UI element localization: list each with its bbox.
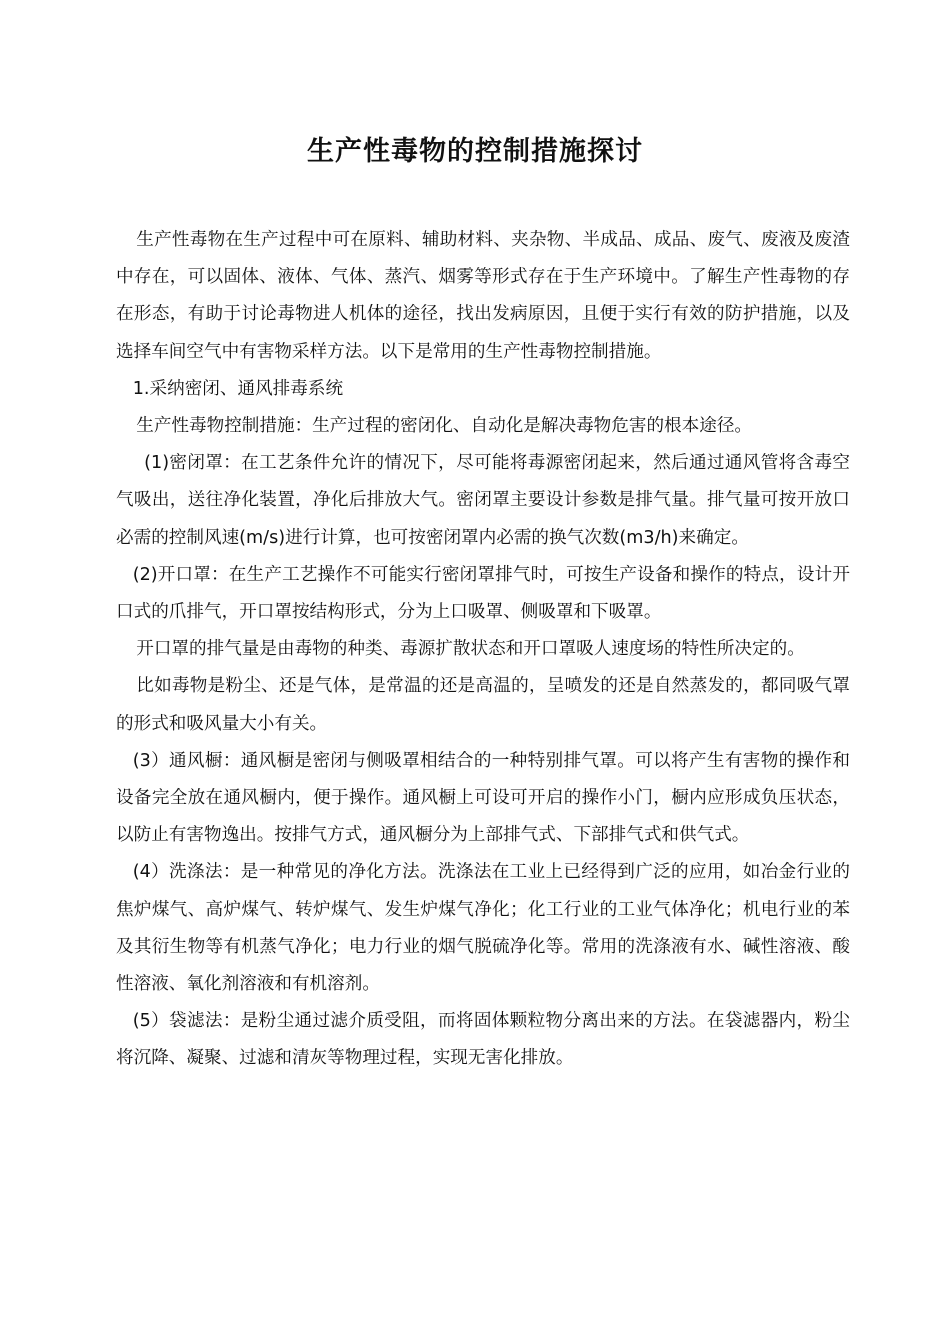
paragraph-washing-method: (4）洗涤法：是一种常见的净化方法。洗涤法在工业上已经得到广泛的应用，如冶金行业的焦炉煤气、高炉煤气、转炉煤气、发生炉煤气净化；化工行业的工业气体净化；机电行业的苯及其衍生物等有机蒸气净化；电力行业的烟气脱硫净化等。常用的洗涤液有水、碱性溶液、酸性溶液、氧化剂溶液和有机溶剂。 — [116, 862, 850, 995]
paragraph-fume-hood: (3）通风橱：通风橱是密闭与侧吸罩相结合的一种特别排气罩。可以将产生有害物的操作和设备完全放在通风橱内，便于操作。通风橱上可设可开启的操作小门，橱内应形成负压状态，以防止有害物逸出。按排气方式，通风橱分为上部排气式、下部排气式和供气式。 — [116, 750, 850, 846]
paragraph-intro: 生产性毒物在生产过程中可在原料、辅助材料、夹杂物、半成品、成品、废气、废液及废渣中存在，可以固体、液体、气体、蒸汽、烟雾等形式存在于生产环境中。了解生产性毒物的存在形态，有助于讨论毒物进人机体的途径，找出发病原因，且便于实行有效的防护措施，以及选择车间空气中有害物采样方法。以下是常用的生产性毒物控制措施。 — [116, 230, 850, 362]
paragraph-closed-hood: (1)密闭罩：在工艺条件允许的情况下，尽可能将毒源密闭起来，然后通过通风管将含毒空气吸出，送往净化装置，净化后排放大气。密闭罩主要设计参数是排气量。排气量可按开放口必需的控制风速(m/s)进行计算，也可按密闭罩内必需的换气次数(m3/h)来确定。 — [116, 453, 850, 548]
paragraph-bag-filter: (5）袋滤法：是粉尘通过滤介质受阻，而将固体颗粒物分离出来的方法。在袋滤器内，粉尘将沉降、凝聚、过滤和清灰等物理过程，实现无害化排放。 — [116, 1011, 850, 1069]
section-heading-1: 1.采纳密闭、通风排毒系统 — [132, 378, 344, 399]
paragraph-example: 比如毒物是粉尘、还是气体，是常温的还是高温的，呈喷发的还是自然蒸发的，都同吸气罩的形式和吸风量大小有关。 — [116, 676, 850, 734]
document-body — [116, 222, 850, 1078]
paragraph-control-measures: 生产性毒物控制措施：生产过程的密闭化、自动化是解决毒物危害的根本途径。 — [136, 416, 753, 437]
document-title: 生产性毒物的控制措施探讨 — [307, 136, 643, 167]
paragraph-open-hood-exhaust: 开口罩的排气量是由毒物的种类、毒源扩散状态和开口罩吸人速度场的特性所决定的。 — [136, 639, 805, 660]
paragraph-open-hood: (2)开口罩：在生产工艺操作不可能实行密闭罩排气时，可按生产设备和操作的特点，设计开口式的爪排气，开口罩按结构形式，分为上口吸罩、侧吸罩和下吸罩。 — [116, 564, 850, 623]
